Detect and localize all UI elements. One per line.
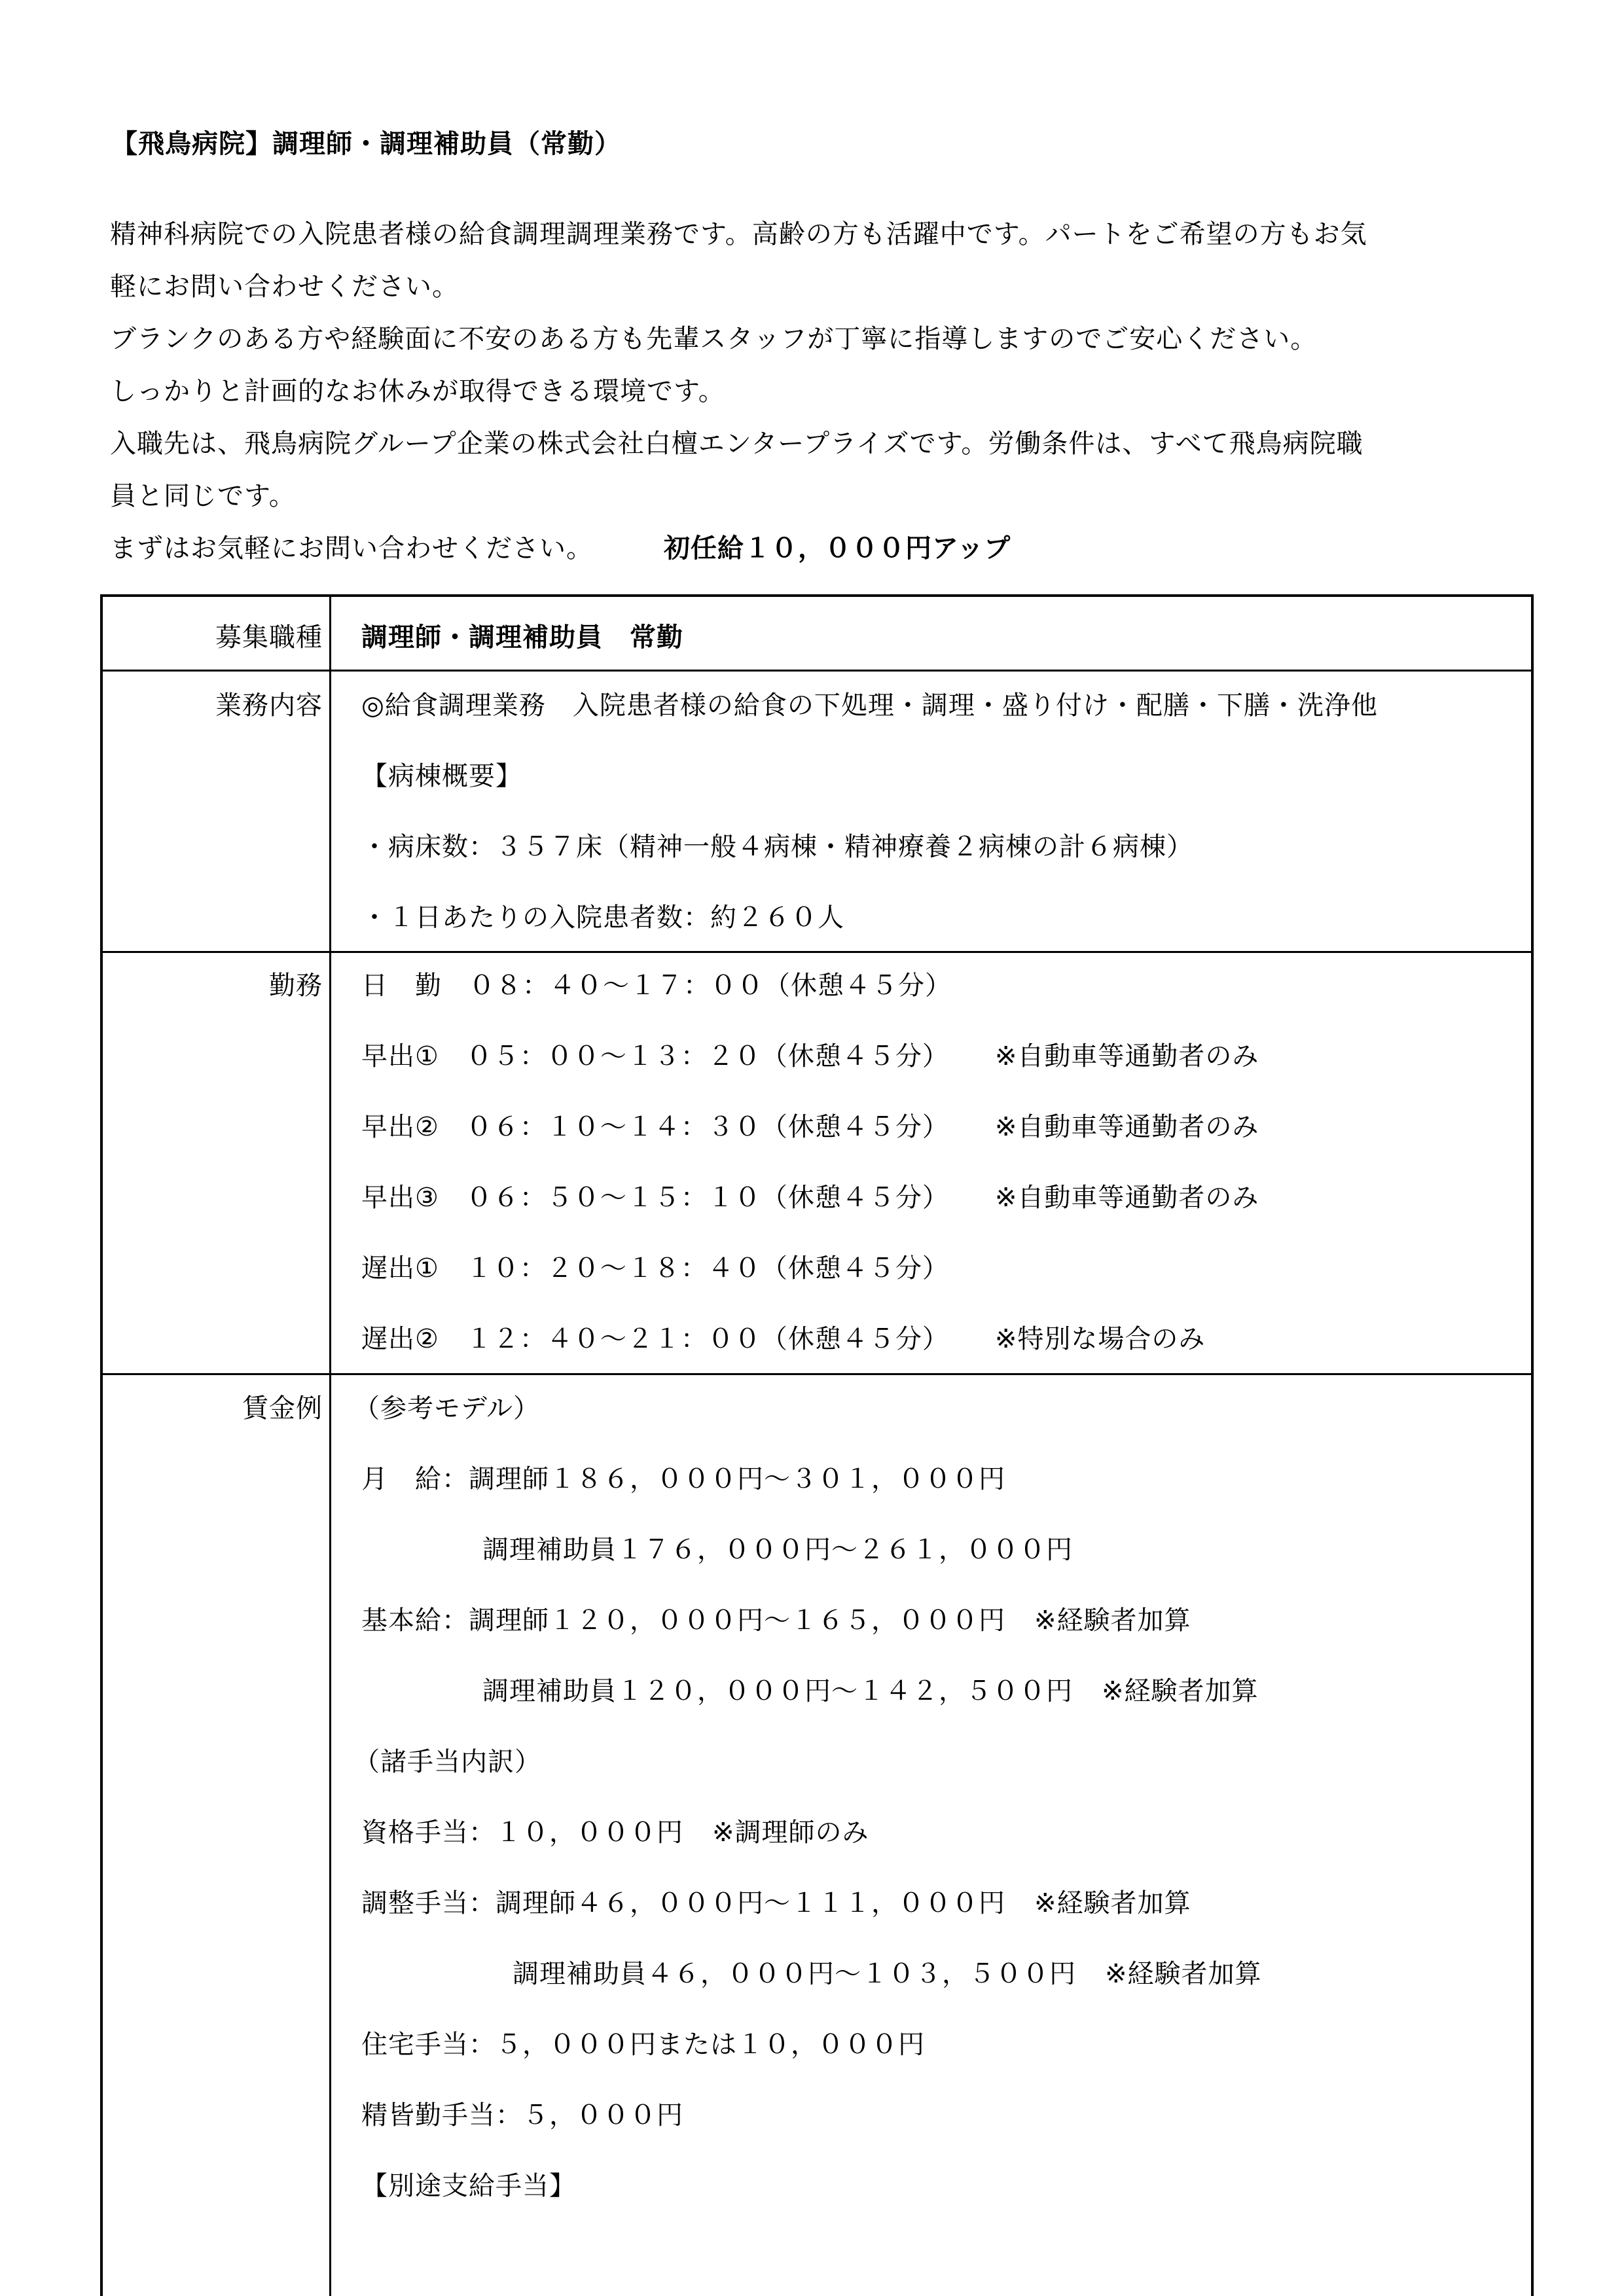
housing-allowance-row (361, 2026, 925, 2063)
shift-note: ※自動車等通勤者のみ (994, 1112, 1259, 1142)
intro-paragraph (110, 208, 1537, 575)
monthly-pay-assistant: 調理補助員１７６，０００円～２６１，０００円 (482, 1535, 1073, 1565)
base-pay-assistant-row (482, 1673, 1259, 1710)
shift-name: 遅出① (361, 1253, 439, 1283)
ward-overview-heading: 【病棟概要】 (361, 761, 522, 791)
adjustment-allowance-note: ※経験者加算 (1105, 1959, 1262, 1989)
wages-label: 賃金例 (242, 1393, 323, 1424)
intro-line: 入職先は、飛鳥病院グループ企業の株式会社白檀エンタープライズです。労働条件は、すべて飛鳥病院職 (110, 429, 1363, 459)
intro-line: しっかりと計画的なお休みが取得できる環境です。 (110, 376, 725, 406)
page-title: 【飛鳥病院】調理師・調理補助員（常勤） (111, 129, 621, 159)
attendance-allowance-row (361, 2097, 683, 2134)
qualification-allowance-label: 資格手当： (361, 1818, 496, 1848)
intro-closing-line (110, 522, 1537, 575)
shift-time: ０８：４０～１７：００（休憩４５分） (469, 971, 952, 1001)
bed-count-line: ・病床数：３５７床（精神一般４病棟・精神療養２病棟の計６病棟） (361, 832, 1193, 862)
adjustment-allowance-cook: 調理師４６，０００円～１１１，０００円 (496, 1888, 1005, 1918)
shift-name: 早出① (361, 1041, 439, 1071)
shift-row (361, 1321, 1205, 1357)
base-pay-cook: 調理師１２０，０００円～１６５，０００円 (469, 1605, 1005, 1636)
shift-name: 日 勤 (361, 971, 442, 1001)
intro-line: 精神科病院での入院患者様の給食調理調理業務です。高齢の方も活躍中です。パートをご希望の方もお気 (110, 219, 1367, 249)
base-pay-row (361, 1602, 1191, 1639)
qualification-allowance-row (361, 1814, 869, 1851)
shift-note: ※特別な場合のみ (994, 1324, 1206, 1354)
shift-row (361, 967, 952, 1004)
qualification-allowance-value: １０，０００円 (496, 1818, 683, 1848)
job-type-value: 調理師・調理補助員 常勤 (361, 622, 683, 653)
shift-time: １０：２０～１８：４０（休憩４５分） (465, 1253, 949, 1283)
monthly-pay-row (361, 1461, 1005, 1498)
table-row-divider (100, 670, 1534, 672)
duties-line: ◎給食調理業務 入院患者様の給食の下処理・調理・盛り付け・配膳・下膳・洗浄他 (361, 691, 1378, 721)
attendance-allowance-value: ５，０００円 (522, 2100, 683, 2130)
housing-allowance-value: ５，０００円または１０，０００円 (496, 2030, 925, 2060)
monthly-pay-cook: 調理師１８６，０００円～３０１，０００円 (469, 1464, 1005, 1494)
shift-row (361, 1109, 1259, 1145)
patient-count-line: ・１日あたりの入院患者数：約２６０人 (361, 903, 844, 933)
attendance-allowance-label: 精皆勤手当： (361, 2100, 522, 2130)
duties-label: 業務内容 (215, 691, 323, 721)
adjustment-allowance-row (361, 1885, 1191, 1922)
intro-line: 員と同じです。 (110, 481, 296, 511)
table-row-divider (100, 1373, 1534, 1375)
shift-time: ０５：００～１３：２０（休憩４５分） (465, 1041, 949, 1071)
shift-time: ０６：５０～１５：１０（休憩４５分） (465, 1183, 949, 1213)
shift-row (361, 1250, 949, 1287)
adjustment-allowance-note: ※経験者加算 (1034, 1888, 1191, 1918)
base-pay-label: 基本給： (361, 1605, 469, 1636)
shift-name: 早出② (361, 1112, 439, 1142)
shift-name: 遅出② (361, 1324, 439, 1354)
separate-allowances-heading: 【別途支給手当】 (361, 2171, 576, 2201)
shift-time: １２：４０～２１：００（休憩４５分） (465, 1324, 949, 1354)
intro-line: 軽にお問い合わせください。 (110, 272, 459, 302)
monthly-pay-label: 月 給： (361, 1464, 469, 1494)
contact-invitation: まずはお気軽にお問い合わせください。 (110, 533, 593, 564)
adjustment-allowance-label: 調整手当： (361, 1888, 496, 1918)
base-pay-assistant: 調理補助員１２０，０００円～１４２，５００円 (482, 1676, 1073, 1706)
starting-salary-bonus: 初任給１０，０００円アップ (664, 533, 1011, 564)
qualification-allowance-note: ※調理師のみ (712, 1818, 869, 1848)
job-type-label: 募集職種 (215, 622, 323, 653)
allowance-breakdown-heading: （諸手当内訳） (353, 1747, 541, 1777)
shift-note: ※自動車等通勤者のみ (994, 1041, 1259, 1071)
table-column-divider (329, 594, 331, 2296)
base-pay-note: ※経験者加算 (1034, 1605, 1191, 1636)
shift-row (361, 1038, 1259, 1075)
reference-model-heading: （参考モデル） (353, 1393, 540, 1424)
shift-name: 早出③ (361, 1183, 439, 1213)
table-row-divider (100, 951, 1534, 953)
base-pay-note: ※経験者加算 (1102, 1676, 1259, 1706)
adjustment-allowance-assistant: 調理補助員４６，０００円～１０３，５００円 (513, 1959, 1076, 1989)
housing-allowance-label: 住宅手当： (361, 2030, 496, 2060)
intro-line: ブランクのある方や経験面に不安のある方も先輩スタッフが丁寧に指導しますのでご安心ください。 (110, 324, 1318, 354)
shift-time: ０６：１０～１４：３０（休憩４５分） (465, 1112, 949, 1142)
shift-row (361, 1179, 1259, 1216)
shifts-label: 勤務 (269, 971, 323, 1001)
adjustment-allowance-assistant-row (513, 1956, 1262, 1992)
shift-note: ※自動車等通勤者のみ (994, 1183, 1259, 1213)
